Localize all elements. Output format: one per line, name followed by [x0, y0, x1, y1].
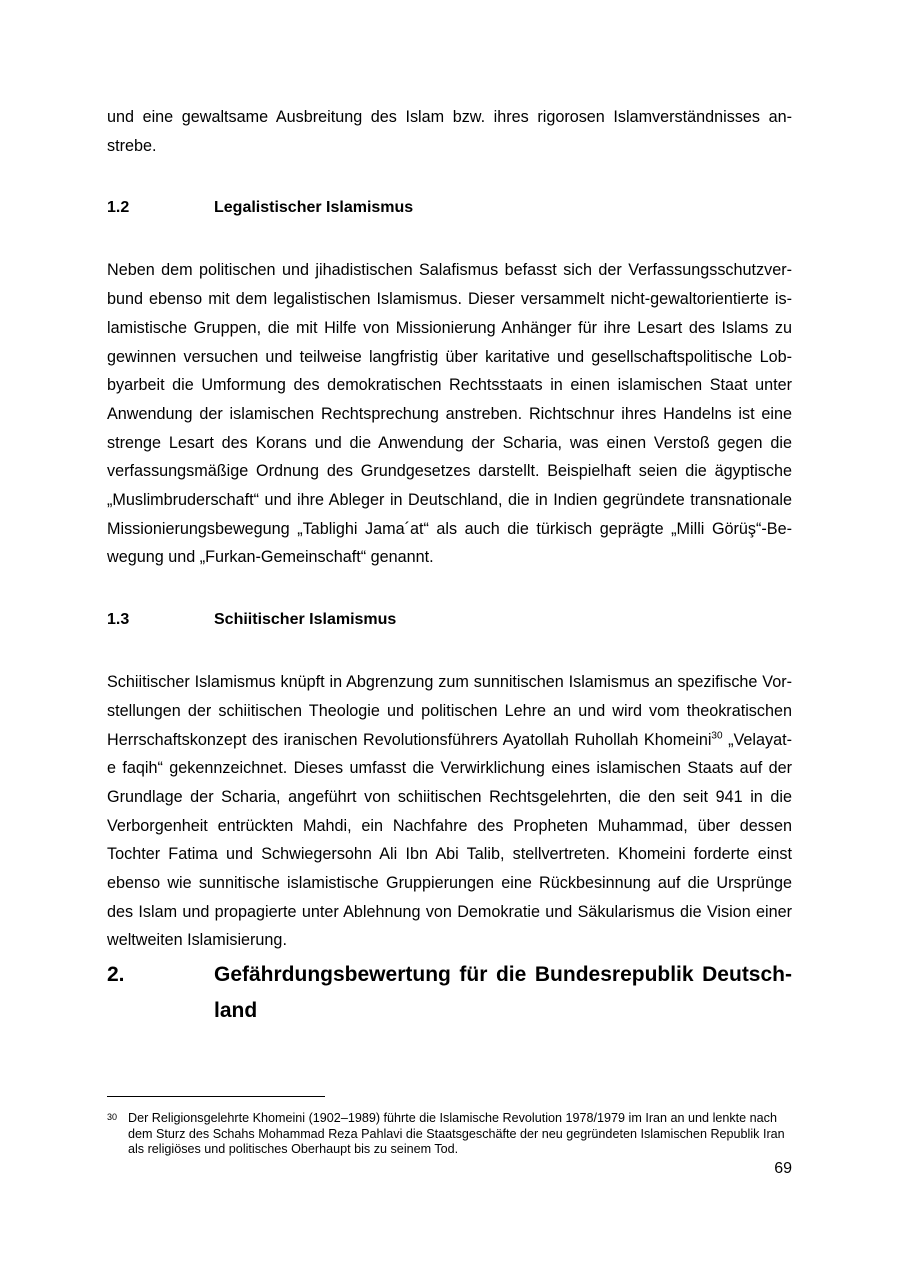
chapter-number: 2. [107, 963, 125, 987]
section-number: 1.2 [107, 199, 130, 217]
section-1-2-paragraph: Neben dem politischen und jihadistischen Salafismus befasst sich der Verfassungsschutzverbund ebenso mit dem legalistischen Islamismus. Dieser versammelt nicht-gewaltorientierte islamistische Gruppen, die mit Hilfe von Missionierung Anhänger für ihre Lesart des Islams zu gewinnen versuchen und teilweise langfristig über karitative und gesellschaftspolitische Lobbyarbeit die Umformung des demokratischen Rechtsstaats in einen islamischen Staat unter Anwendung der islamischen Rechtsprechung anstreben. Richtschnur ihres Handelns ist eine strenge Lesart des Korans und die Anwendung der Scharia, was einen Verstoß gegen die verfassungsmäßige Ordnung des Grundgesetzes darstellt. Beispielhaft seien die ägyptische „Muslimbruderschaft“ und ihre Ableger in Deutschland, die in Indien gegründete transnationale Missionierungsbewegung „Tablighi Jama´at“ als auch die türkisch geprägte „Milli Görüş“-Bewegung und „Furkan-Gemeinschaft“ genannt. [107, 261, 792, 567]
footnote [107, 1111, 792, 1158]
section-2-heading [107, 957, 792, 1029]
paragraph-text-part1: Schiitischer Islamismus knüpft in Abgrenzung zum sunnitischen Islamismus an spezifische Vorstellungen der schiitischen Theologie und politischen Lehre an und wird vom theokratischen Herrschaftskonzept des iranischen Revolutionsführers Ayatollah Ruhollah Khomeini [107, 673, 792, 749]
intro-paragraph: und eine gewaltsame Ausbreitung des Islam bzw. ihres rigorosen Islamverständnisses anstrebe. [107, 108, 792, 155]
footnote-separator [107, 1096, 325, 1097]
section-1-3-paragraph [107, 668, 792, 955]
footnote-number: 30 [107, 1112, 118, 1122]
chapter-title: Gefährdungsbewertung für die Bundesrepublik Deutschland [214, 963, 792, 1023]
footnote-text: Der Religionsgelehrte Khomeini (1902–1989) führte die Islamische Revolution 1978/1979 im Iran an und lenkte nach dem Sturz des Schahs Mohammad Reza Pahlavi die Staatsgeschäfte der neu gegründeten Islamischen Republik Iran als religiöses und politisches Oberhaupt bis zu seinem Tod. [128, 1111, 785, 1156]
footnote-reference[interactable]: 30 [711, 730, 723, 742]
section-1-3-heading [107, 610, 792, 630]
section-1-2-heading [107, 198, 792, 218]
page-body [107, 103, 792, 1029]
page-number: 69 [774, 1160, 792, 1177]
paragraph-text-part2: „Velayat-e faqih“ gekennzeichnet. Dieses umfasst die Verwirklichung eines islamischen Staats auf der Grundlage der Scharia, angeführt von schiitischen Rechtsgelehrten, die den seit 941 in die Verborgenheit entrückten Mahdi, ein Nachfahre des Propheten Muhammad, über dessen Tochter Fatima und Schwiegersohn Ali Ibn Abi Talib, stellvertreten. Khomeini forderte einst ebenso wie sunnitische islamistische Gruppierungen eine Rückbesinnung auf die Ursprünge des Islam und propagierte unter Ablehnung von Demokratie und Säkularismus die Vision einer weltweiten Islamisierung. [107, 730, 792, 950]
section-title: Legalistischer Islamismus [214, 199, 414, 217]
section-number: 1.3 [107, 611, 130, 629]
section-title: Schiitischer Islamismus [214, 611, 397, 629]
